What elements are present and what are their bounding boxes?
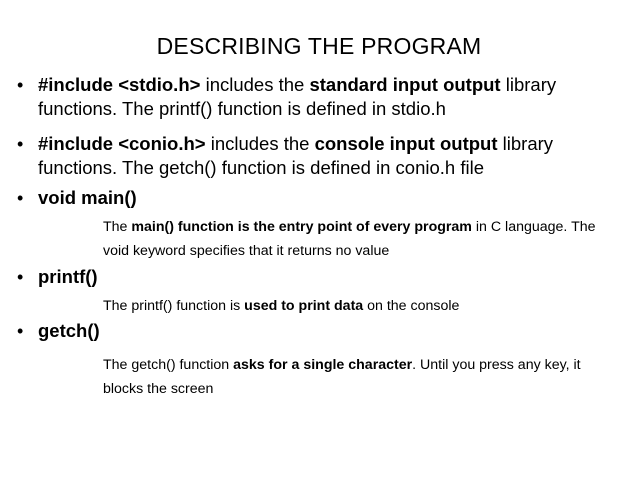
printf-bold: used to print data [244,298,364,314]
conio-bold-term: console input output [314,133,498,154]
printf-heading: printf() [38,266,98,287]
conio-text-2: library functions. The getch() function is defined in conio.h file [38,133,554,178]
bullet-stdio [17,73,603,121]
getch-text-2: . Until you press any key, it blocks the screen [103,357,581,397]
bullet-void-main [17,186,603,210]
getch-text-1: The getch() function [103,357,234,373]
void-main-text-2: in C language. The void keyword specifies that it returns no value [103,219,596,259]
printf-description [103,294,603,318]
stdio-text-2: library functions. The printf() function is defined in stdio.h [38,74,557,119]
void-main-heading: void main() [38,187,137,208]
stdio-include-code: #include <stdio.h> [38,74,201,95]
getch-heading: getch() [38,320,100,341]
stdio-text-1: includes the [200,74,310,95]
bullet-dot-icon: • [17,267,24,287]
bullet-dot-icon: • [17,321,24,341]
bullet-printf [17,265,603,289]
void-main-text-1: The [103,219,132,235]
stdio-bold-term: standard input output [309,74,501,95]
printf-text-1: The printf() function is [103,298,245,314]
getch-bold: asks for a single character [233,357,413,373]
bullet-dot-icon: • [17,188,24,208]
void-main-bold: main() function is the entry point of every program [131,219,472,235]
bullet-getch [17,319,603,343]
void-main-description [103,215,603,263]
bullet-dot-icon: • [17,134,24,154]
conio-include-code: #include <conio.h> [38,133,206,154]
getch-description [103,353,603,401]
slide-title: DESCRIBING THE PROGRAM [156,33,482,59]
printf-text-2: on the console [363,298,460,314]
bullet-conio [17,132,603,180]
conio-text-1: includes the [205,133,315,154]
bullet-dot-icon: • [17,75,24,95]
